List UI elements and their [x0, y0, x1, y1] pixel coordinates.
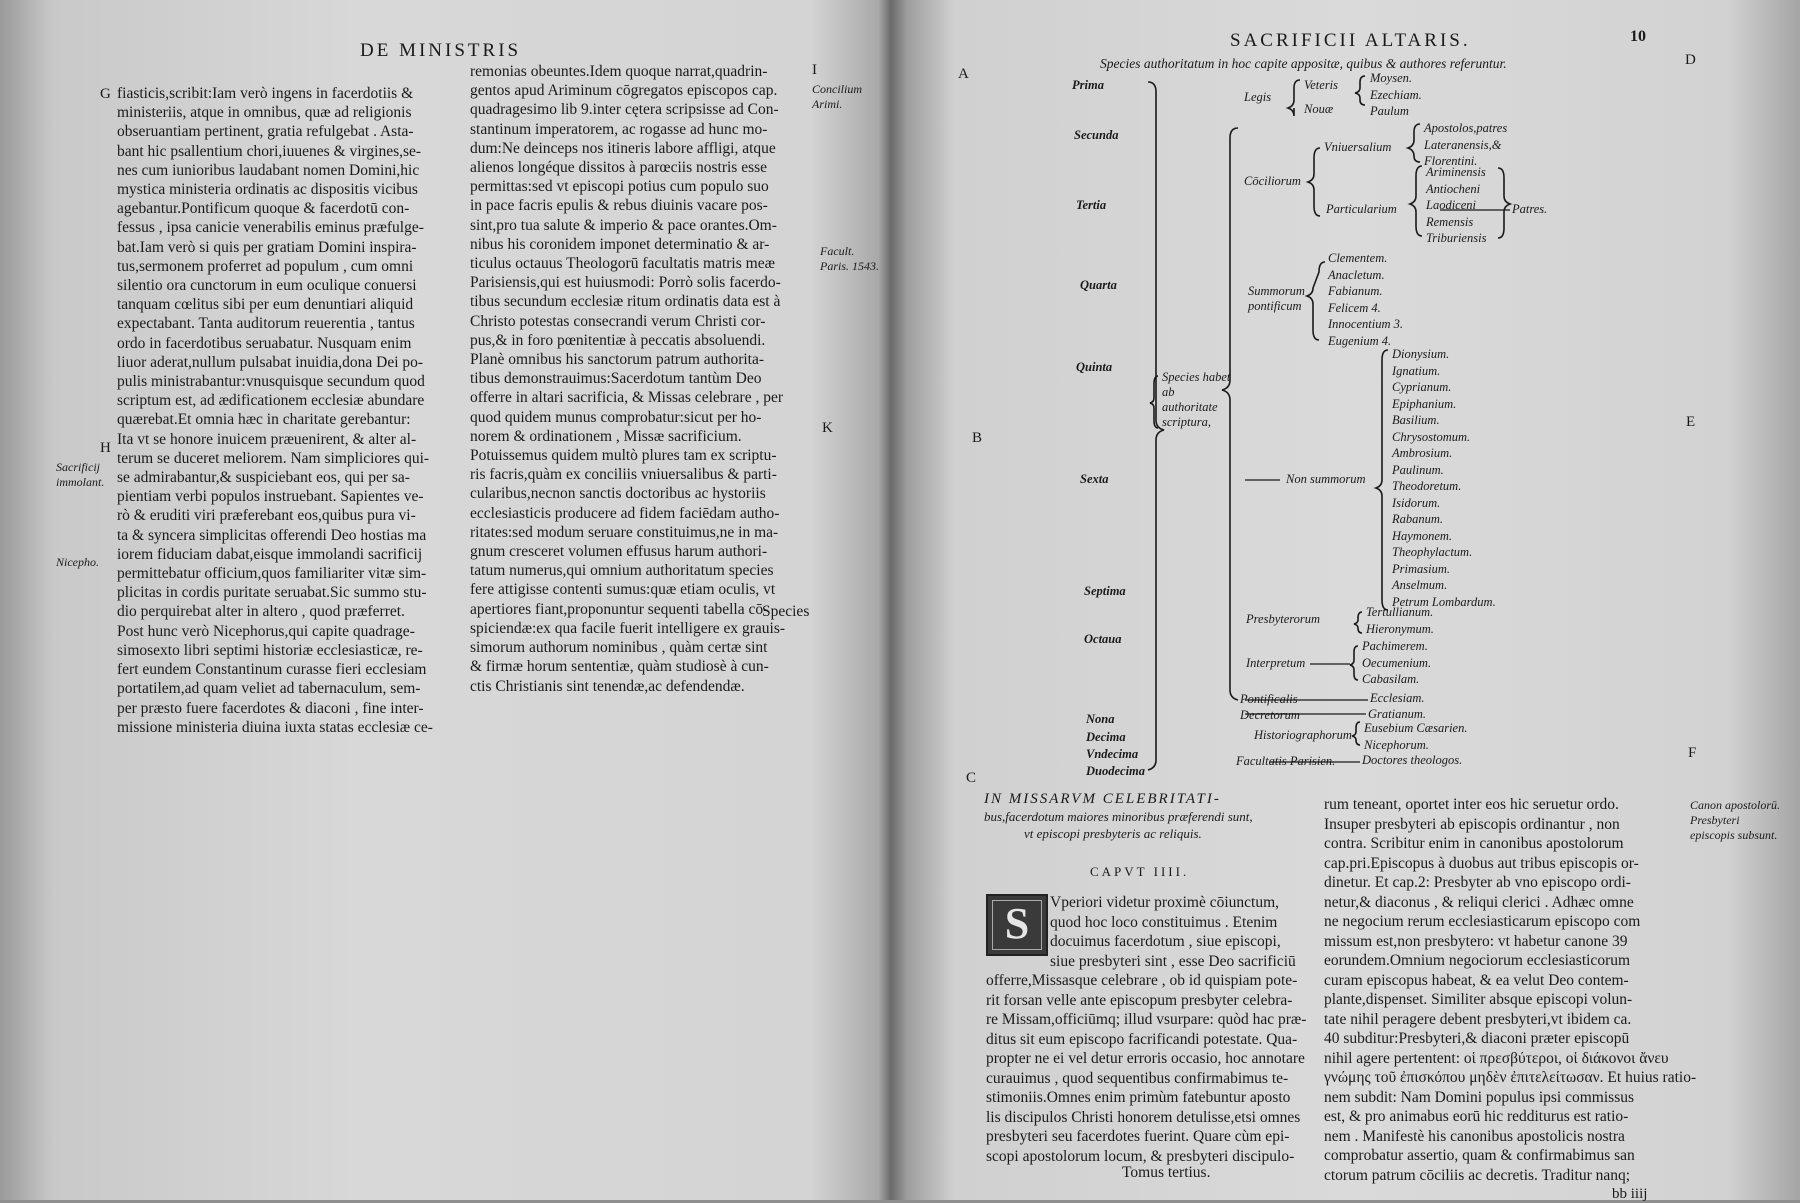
text-line: rò & eruditi viri præferebant eos,quibus pura vi-	[117, 507, 416, 525]
text-line: quod hoc loco constituimus . Etenim	[1050, 913, 1278, 931]
ordinal-septima: Septima	[1084, 584, 1126, 598]
margin-letter-g: G	[100, 86, 111, 102]
text-line: docuimus facerdotum , siue episcopi,	[1050, 933, 1281, 950]
ordinal-vndecima: Vndecima	[1086, 747, 1139, 761]
text-line: nibus his coronidem imponet determinatio & ar-	[470, 235, 770, 253]
ordinal-secunda: Secunda	[1074, 128, 1119, 142]
text-column-left	[986, 893, 1316, 1166]
text-line: dinetur. Et cap.2: Presbyter ab vno episcopo ordi-	[1324, 874, 1631, 891]
text-line: ctis Christianis sint tenendæ,ac defendendæ.	[470, 677, 745, 695]
margin-letter-f: F	[1688, 745, 1697, 761]
presbyterorum-list	[1366, 604, 1434, 637]
text-line: stantinum imperatorem, ac rogasse ad hunc mo-	[470, 120, 768, 138]
authority-item: Paulum	[1370, 104, 1409, 118]
non-summorum-list	[1392, 346, 1496, 610]
margin-note-canon: Canon apostolorū. Presbyteri episcopis subsunt.	[1690, 798, 1781, 842]
authority-item: Felicem 4.	[1328, 300, 1381, 315]
group-historiographorum: Historiographorum	[1254, 728, 1352, 742]
text-line: pulis ministrabantur:vnusquisque secundum quod	[117, 373, 425, 391]
margin-letter-k: K	[822, 420, 833, 436]
text-line: iorem fiduciam dabat,eisque immolandi sacrificij	[117, 545, 423, 563]
authority-item: Theophylactum.	[1392, 545, 1473, 559]
text-line: Planè omnibus his sanctorum patrum authorita-	[470, 351, 765, 369]
text-line: permittebatur officium,quos familiariter vitæ sim-	[117, 565, 427, 583]
summorum-list	[1328, 250, 1403, 349]
authority-item: Primasium.	[1392, 561, 1450, 576]
authority-item: Apostolos,patres	[1424, 121, 1508, 135]
margin-letter-i: I	[812, 62, 817, 78]
authority-item: Basilium.	[1392, 413, 1440, 427]
text-line: sint,pro tua salute & imperio & pace orantes.Om-	[470, 216, 777, 234]
text-line: fiasticis,scribit:Iam verò ingens in facerdotiis &	[117, 85, 414, 102]
authority-item: Florentini.	[1424, 154, 1478, 168]
text-line: tus,sermonem proferret ad populum , cum omni	[117, 257, 414, 275]
text-line: Ita vt se honore inuicem præuenirent, & alter al-	[117, 430, 417, 448]
authority-item: Isidorum.	[1392, 495, 1441, 510]
group-legis: Legis	[1244, 90, 1272, 104]
group-conciliorum: Cōciliorum	[1244, 174, 1301, 188]
text-line: bat.Iam verò si quis per gratiam Domini inspira-	[117, 238, 417, 256]
ordinal-tertia: Tertia	[1076, 198, 1107, 212]
text-line: portatilem,ad quam veliet ad tabernaculum, sem-	[117, 680, 421, 698]
text-line: ctorum patrum cōciliis ac decretis. Traditur nanq;	[1324, 1166, 1631, 1184]
text-line: quadragesimo lib 9.inter cętera scripsisse ad Con-	[470, 101, 779, 119]
text-line: simosexto libri septimi historiæ ecclesiasticæ, re-	[117, 641, 423, 659]
authority-item: Lateranensis,&	[1424, 137, 1502, 152]
text-line: Vperiori videtur proximè cōiunctum,	[1050, 894, 1279, 911]
authority-item: Ambrosium.	[1392, 446, 1453, 460]
text-line: fere attigisse contenti sumus:quæ etiam oculis, vt	[470, 581, 776, 599]
text-line: pientiam verbi populos instruebant. Sapientes ve-	[117, 488, 424, 506]
text-line: curam episcopus habeat, & ea velut Deo contem-	[1324, 971, 1629, 989]
text-line: quod quidem munus comprobatur:sicut per ho-	[470, 408, 762, 426]
ordinal-prima: Prima	[1072, 78, 1104, 92]
table-heading: Species authoritatum in hoc capite appositæ, quibus & authores referuntur.	[1100, 56, 1507, 71]
text-line: plicitas in cordis puritate seruabat.Sic summo stu-	[117, 584, 427, 602]
catchword: Species	[762, 603, 810, 620]
margin-letter-c: C	[966, 770, 977, 786]
margin-letter-e: E	[1686, 414, 1696, 430]
margin-note-sacrificii: Sacrificij immolant.	[56, 460, 105, 489]
text-line: ne negocium rerum ecclesiasticarum episcopo com	[1324, 913, 1641, 930]
running-head: DE MINISTRIS	[360, 40, 522, 61]
margin-letter-a: A	[958, 66, 969, 82]
text-line: terum se duceret meliorem. Nam simpliciores qui-	[117, 449, 430, 467]
text-line: cap.pri.Episcopus à duobus aut tribus episcopis or-	[1324, 854, 1639, 872]
running-head: SACRIFICII ALTARIS.	[1230, 30, 1471, 51]
text-line: per præsto fuere facerdotes & diaconi , fine inter-	[117, 699, 424, 717]
vniuersalium-list	[1424, 120, 1507, 170]
group-interpretum: Interpretum	[1246, 656, 1306, 670]
text-line: gnum cresceret volumen effusus harum authori-	[470, 543, 768, 561]
left-page	[0, 0, 890, 1200]
text-line: apertiores fiant,proponuntur sequenti tabella cō-	[470, 600, 769, 618]
text-line: remonias obeuntes.Idem quoque narrat,quadrin-	[470, 63, 768, 80]
text-line: ticulus octauus Theologorū facultatis matris meæ	[470, 255, 775, 273]
text-line: Post hunc verò Nicephorus,qui capite quadrage-	[117, 622, 415, 640]
text-line: missum est,non presbytero: vt habetur canone 39	[1324, 932, 1628, 950]
text-line: est, & pro animabus eorū hic redditurus est ratio-	[1324, 1108, 1629, 1125]
text-line: curauimus , quod sequentibus confirmabimus te-	[986, 1069, 1289, 1087]
chapter-title-line: bus,facerdotum maiores minoribus præferendi sunt,	[984, 809, 1253, 824]
text-line: permittas:sed vt episcopi potius cum populo suo	[470, 178, 769, 196]
group-decretorum: Decretorum	[1240, 708, 1300, 722]
authorities-table	[900, 0, 1800, 780]
historiographorum-list	[1364, 720, 1467, 753]
text-line: fessus , ipsa canicie venerabilis eminus præfulge-	[117, 219, 424, 237]
text-line: re Missam,officiūmq; illud vsurpare: quòd hac præ-	[986, 1011, 1307, 1028]
text-line: ministeriis, atque in omnibus, quæ ad religionis	[117, 104, 412, 122]
text-line: ritates:sed modum seruare constituimus,ne in ma-	[470, 523, 779, 541]
species-label: Species habet ab authoritate scriptura,	[1162, 370, 1231, 429]
text-line: netur,& diaconus , & reliqui clerici . Adhæc omne	[1324, 893, 1634, 911]
text-line: plante,dispenset. Similiter absque episcopi volun-	[1324, 991, 1633, 1008]
text-line: missione ministeria diuina iuxta statas ecclesiæ ce-	[117, 718, 433, 736]
decretorum-item: Gratianum.	[1368, 707, 1426, 721]
authority-item: Oecumenium.	[1362, 655, 1432, 670]
text-line: ecclesiasticis producere ad fidem faciēdam autho-	[470, 504, 780, 522]
text-line: Potuissemus quidem multò plures tam ex scriptu-	[470, 447, 777, 465]
text-line: bant hic psallentium chori,iuuenes & virgines,se-	[117, 142, 422, 160]
authority-item: Eusebium Cæsarien.	[1364, 721, 1468, 735]
text-column-right	[1324, 795, 1697, 1185]
text-line: se admirabantur,& suspiciebant eos, qui per sa-	[117, 469, 410, 487]
authority-item: Chrysostomum.	[1392, 429, 1471, 444]
text-line: offerre,Missasque celebrare , ob id quispiam pote-	[986, 972, 1298, 989]
ordinal-nona: Nona	[1086, 712, 1115, 726]
folio-number: 10	[1630, 28, 1646, 45]
signature-mark: bb iiij	[1612, 1186, 1648, 1202]
ordinal-duodecima: Duodecima	[1086, 764, 1146, 778]
group-patres: Patres.	[1512, 202, 1548, 216]
text-line: pus,& in foro pœnitentiæ à peccatis absoluendi.	[470, 331, 766, 349]
facultatis-item: Doctores theologos.	[1362, 753, 1463, 767]
text-line: ta & syncera simplicitas offerendi Deo hostias ma	[117, 526, 427, 544]
legis-list	[1370, 70, 1422, 120]
pontificalis-item: Ecclesiam.	[1370, 691, 1425, 705]
margin-letter-h: H	[100, 440, 111, 456]
group-summorum: Summorum pontificum	[1248, 284, 1305, 313]
text-line: alienos longéque dissitos à parœciis nostris esse	[470, 159, 768, 177]
particularium-list	[1426, 164, 1486, 247]
text-line: offerre in altari sacrificia, & Missas celebrare , per	[470, 389, 784, 407]
text-line: in pace facris epulis & rebus diuinis vacare pos-	[470, 197, 768, 215]
authority-item: Petrum Lombardum.	[1392, 594, 1496, 609]
authority-item: Triburiensis	[1426, 231, 1487, 245]
text-line: fert eundem Constantinum curasse fieri ecclesiam	[117, 661, 427, 679]
catchword-tomus: Tomus tertius.	[1122, 1164, 1211, 1181]
text-line: tanquam cœlitus sibi per eum denuntiari aliquid	[117, 296, 414, 314]
text-column-left	[117, 84, 467, 737]
authority-item: Eugenium 4.	[1328, 333, 1392, 348]
text-column-right	[470, 62, 810, 696]
chapter-title-line: IN MISSARVM CELEBRITATI-	[984, 791, 1221, 807]
text-line: nihil agere pertentent: οἱ πρεσβύτεροι, οἱ διάκονοι ἄνευ	[1324, 1049, 1669, 1067]
text-line: cularibus,necnon sanctis doctoribus ac hystoriis	[470, 485, 766, 503]
authority-item: Rabanum.	[1392, 512, 1444, 526]
text-line: presbyteri seu facerdotes fuerint. Quare cùm epi-	[986, 1128, 1290, 1145]
text-line: propter ne ei vel detur erroris occasio, hoc annotare	[986, 1050, 1305, 1067]
authority-item: Ariminensis	[1426, 165, 1486, 179]
table-brackets	[900, 0, 1800, 780]
text-line: gentos apud Ariminum cōgregatos episcopos cap.	[470, 82, 778, 100]
ordinal-decima: Decima	[1086, 730, 1126, 744]
authority-item: Dionysium.	[1392, 347, 1450, 361]
text-line: nes cum iunioribus laudabant nomen Domini,hic	[117, 161, 420, 179]
text-line: scopi apostolorum locum, & presbyteri discipulo-	[986, 1147, 1295, 1165]
authority-item: Hieronymum.	[1366, 621, 1434, 636]
text-line: nem . Manifestè his canonibus apostolicis nostra	[1324, 1127, 1625, 1145]
authority-item: Laodiceni	[1426, 198, 1476, 212]
margin-note-facultas: Facult. Paris. 1543.	[820, 244, 880, 273]
text-line: tatum numerus,qui omnium authoritatum species	[470, 562, 774, 580]
text-line: liuor aderat,nullum pulsabat inuidia,dona Dei po-	[117, 353, 424, 371]
authority-item: Tertullianum.	[1366, 605, 1434, 619]
authority-item: Pachimerem.	[1362, 639, 1428, 653]
authority-item: Moysen.	[1370, 71, 1412, 85]
group-pontificalis: Pontificalis	[1240, 692, 1298, 706]
text-line: nem subdit: Nam Domini populus ipsi commissus	[1324, 1088, 1635, 1106]
text-line: simorum authorum nominibus , quàm certæ sint	[470, 639, 768, 657]
authority-item: Clementem.	[1328, 251, 1388, 265]
group-veteris: Veteris	[1304, 78, 1339, 92]
authority-item: Epiphanium.	[1392, 396, 1457, 411]
authority-item: Antiocheni	[1426, 181, 1481, 196]
right-page	[900, 0, 1800, 1200]
authority-item: Ezechiam.	[1370, 87, 1422, 102]
text-line: mystica ministeria ordinatis ac dispositis vicibus	[117, 181, 418, 199]
text-line: spiciendæ:ex qua facile fuerit intelligere ex grauis-	[470, 619, 786, 637]
text-line: quærebat.Et omnia hæc in charitate gerebantur:	[117, 411, 411, 429]
authority-item: Remensis	[1426, 214, 1474, 229]
authority-item: Anselmum.	[1392, 578, 1448, 592]
chapter-title	[984, 790, 1314, 842]
text-line: rit forsan velle ante episcopum presbyter celebra-	[986, 991, 1293, 1009]
text-line: Insuper presbyteri ab episcopis ordinantur , non	[1324, 815, 1620, 833]
text-line: contra. Scribitur enim in canonibus apostolorum	[1324, 835, 1624, 852]
text-line: dio perquirebat alter in altero , quod præferret.	[117, 603, 405, 621]
caput-heading: CAPVT IIII.	[1090, 864, 1190, 879]
text-line: expectabant. Tanta auditorum reuerentia , tantus	[117, 315, 415, 333]
ordinal-sexta: Sexta	[1080, 472, 1109, 486]
text-line: tate nihil peragere debent presbyteri,vt ibidem ca.	[1324, 1010, 1632, 1028]
authority-item: Innocentium 3.	[1328, 317, 1403, 331]
authority-item: Anacletum.	[1328, 267, 1385, 282]
chapter-title-line: vt episcopi presbyteris ac reliquis.	[1024, 826, 1202, 841]
text-line: stimoniis.Omnes enim primùm fatebuntur aposto	[986, 1089, 1291, 1106]
text-line: comprobatur assertio, quam & confirmabimus san	[1324, 1147, 1635, 1164]
ordinal-octaua: Octaua	[1084, 632, 1122, 646]
text-line: siue presbyteri sint , esse Deo sacrificiū	[1050, 952, 1296, 970]
text-line: silentio ora cunctorum in eum oculique conuersi	[117, 277, 417, 295]
text-line: agebantur.Pontificum quoque & facerdotū con-	[117, 200, 410, 218]
group-vniuersalium: Vniuersalium	[1324, 140, 1392, 154]
group-presbyterorum: Presbyterorum	[1246, 612, 1321, 626]
authority-item: Cyprianum.	[1392, 380, 1452, 394]
text-line: lis discipulos Christi honorem detulisse,etsi omnes	[986, 1108, 1301, 1126]
ordinal-quinta: Quinta	[1076, 360, 1113, 374]
text-line: Christo potestas consecrandi verum Christi cor-	[470, 312, 766, 330]
authority-item: Ignatium.	[1392, 363, 1441, 378]
text-line: & firmæ horum sententiæ, quàm studiosè à cun-	[470, 658, 769, 676]
authority-item: Nicephorum.	[1364, 737, 1429, 752]
group-non-summorum: Non summorum	[1286, 472, 1366, 486]
text-line: scriptum est, ad ædificationem ecclesiæ abundare	[117, 392, 425, 410]
authority-item: Theodoretum.	[1392, 479, 1462, 493]
text-line: rum teneant, oportet inter eos hic seruetur ordo.	[1324, 796, 1619, 813]
text-line: tibus secundum ecclesiæ ritum ordinatis data est à	[470, 293, 781, 311]
text-line: γνώμης τοῦ ἐπισκόπου μηδὲν ἐπιτελείτωσαν. Et huius ratio-	[1324, 1069, 1697, 1086]
text-line: dum:Ne deinceps nos itineris labore affligi, atque	[470, 139, 776, 157]
text-line: eorundem.Omnium negociorum ecclesiasticorum	[1324, 952, 1631, 969]
ordinal-quarta: Quarta	[1080, 278, 1117, 292]
text-line: Parisiensis,qui est huiusmodi: Porrò solis facerdo-	[470, 274, 781, 292]
margin-note-concilium: Concilium Arimi.	[812, 82, 862, 111]
group-noue: Nouæ	[1304, 102, 1334, 116]
authority-item: Cabasilam.	[1362, 672, 1420, 686]
authority-item: Haymonem.	[1392, 528, 1453, 543]
group-particularium: Particularium	[1326, 202, 1397, 216]
text-line: ris facris,quàm ex conciliis vniuersalibus & parti-	[470, 466, 777, 484]
authority-item: Fabianum.	[1328, 284, 1383, 298]
text-line: obseruantiam pertinent, gratia refulgebat . Asta-	[117, 123, 414, 141]
authority-item: Paulinum.	[1392, 462, 1444, 477]
group-facultatis: Facultatis Parisien.	[1236, 754, 1336, 768]
text-line: 40 subditur:Presbyteri,& diaconi præter episcopū	[1324, 1030, 1630, 1047]
text-line: ordo in facerdotibus seruabatur. Nusquam enim	[117, 334, 412, 352]
initial-letter: S	[1004, 899, 1030, 948]
margin-letter-b: B	[972, 430, 983, 446]
interpretum-list	[1362, 638, 1431, 688]
text-line: ditus sit eum episcopo facrificandi potestate. Qua-	[986, 1030, 1298, 1048]
text-line: tibus demonstrauimus:Sacerdotum tantùm Deo	[470, 370, 762, 388]
text-line: norem & ordinationem , Missæ sacrificium.	[470, 427, 742, 445]
margin-note-nicepho: Nicepho.	[56, 555, 99, 569]
margin-letter-d: D	[1685, 52, 1696, 68]
